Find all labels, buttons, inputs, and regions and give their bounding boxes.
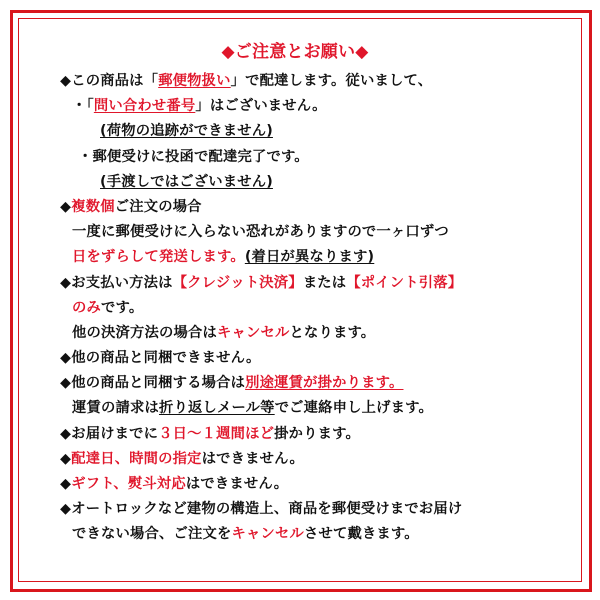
multiple-line2: 一度に郵便受けに入らない恐れがありますので一ヶ口ずつ <box>72 224 449 241</box>
staggered-shipping: 日をずらして発送します。 <box>72 249 245 266</box>
multiple-prefix: ◆ <box>60 198 72 215</box>
payment-other-suffix: となります。 <box>289 324 376 341</box>
mail-delivery-suffix: 」で配達します。従いまして、 <box>230 73 433 89</box>
invoice-a: 運賃の請求は <box>72 400 159 417</box>
tracking-prefix: ・「 <box>72 98 94 115</box>
bundle-fee-line <box>60 371 560 396</box>
delivery-time-line <box>60 422 560 447</box>
multiple-orders-line <box>60 195 560 220</box>
autolock-line <box>60 497 560 522</box>
payment-other-prefix: 他の決済方法の場合は <box>72 324 217 341</box>
payment-mid: または <box>302 274 347 291</box>
tracking-suffix: 」はございません。 <box>195 98 327 115</box>
multiple-orders-line-3 <box>60 245 560 270</box>
invoice-line <box>60 396 560 421</box>
gift-label: ギフト、熨斗対応 <box>71 476 186 492</box>
invoice-method: 折り返しメール等 <box>158 400 275 417</box>
payment-prefix: ◆お支払い方法は <box>60 274 173 291</box>
payment-line <box>60 271 560 296</box>
autolock-text: ◆オートロックなど建物の構造上、商品を郵便受けまでお届け <box>60 501 463 518</box>
mail-method: 郵便物扱い <box>158 73 231 89</box>
mail-delivery-line <box>60 69 560 94</box>
payment-points: 【ポイント引落】 <box>346 274 463 291</box>
payment-credit: 【クレジット決済】 <box>172 274 303 291</box>
mailbox-line <box>60 145 560 170</box>
notice-title: ◆ご注意とお願い◆ <box>221 42 369 62</box>
notice-panel <box>60 38 560 548</box>
tracking-label: 問い合わせ番号 <box>93 98 196 115</box>
no-bundle-text: ◆他の商品と同梱できません。 <box>60 350 261 367</box>
payment-only-suffix: です。 <box>101 299 144 316</box>
delivery-range: ３日～１週間ほど <box>158 425 275 442</box>
date-spec-label: 配達日、時間の指定 <box>71 450 202 467</box>
multiple-orders-line-2 <box>60 220 560 245</box>
mail-delivery-prefix: ◆この商品は「 <box>60 73 159 89</box>
date-spec-line <box>60 447 560 472</box>
tracking-line <box>60 94 560 119</box>
bundle-extra-fee: 別途運賃が掛かります。 <box>245 375 404 392</box>
payment-other-line <box>60 321 560 346</box>
date-spec-suffix: はできません。 <box>201 450 305 467</box>
autolock-suffix: させて戴きます。 <box>303 526 419 543</box>
gift-prefix: ◆ <box>60 476 72 492</box>
invoice-b: でご連絡申し上げます。 <box>274 400 434 417</box>
date-spec-prefix: ◆ <box>60 450 72 467</box>
multiple-label: 複数個 <box>71 198 115 215</box>
tracking-note-line <box>60 119 560 144</box>
bundle-prefix: ◆他の商品と同梱する場合は <box>60 375 246 392</box>
handoff-note-line <box>60 170 560 195</box>
multiple-suffix: ご注文の場合 <box>114 198 202 215</box>
payment-only: のみ <box>72 299 101 316</box>
autolock-line-2 <box>60 522 560 547</box>
delivery-suffix: 掛かります。 <box>274 425 361 442</box>
gift-line <box>60 472 560 497</box>
autolock-cancel: キャンセル <box>231 526 304 543</box>
autolock-prefix: できない場合、ご注文を <box>72 526 232 543</box>
no-bundle-line <box>60 346 560 371</box>
delivery-prefix: ◆お届けまでに <box>60 425 159 442</box>
payment-cancel: キャンセル <box>216 324 290 341</box>
mailbox-text: ・郵便受けに投函で配達完了です。 <box>78 148 309 165</box>
handoff-note: (手渡しではございません) <box>100 173 273 190</box>
tracking-note: (荷物の追跡ができません) <box>100 123 273 140</box>
payment-only-line <box>60 296 560 321</box>
gift-suffix: はできません。 <box>185 476 289 492</box>
arrival-note: (着日が異なります) <box>244 249 375 266</box>
